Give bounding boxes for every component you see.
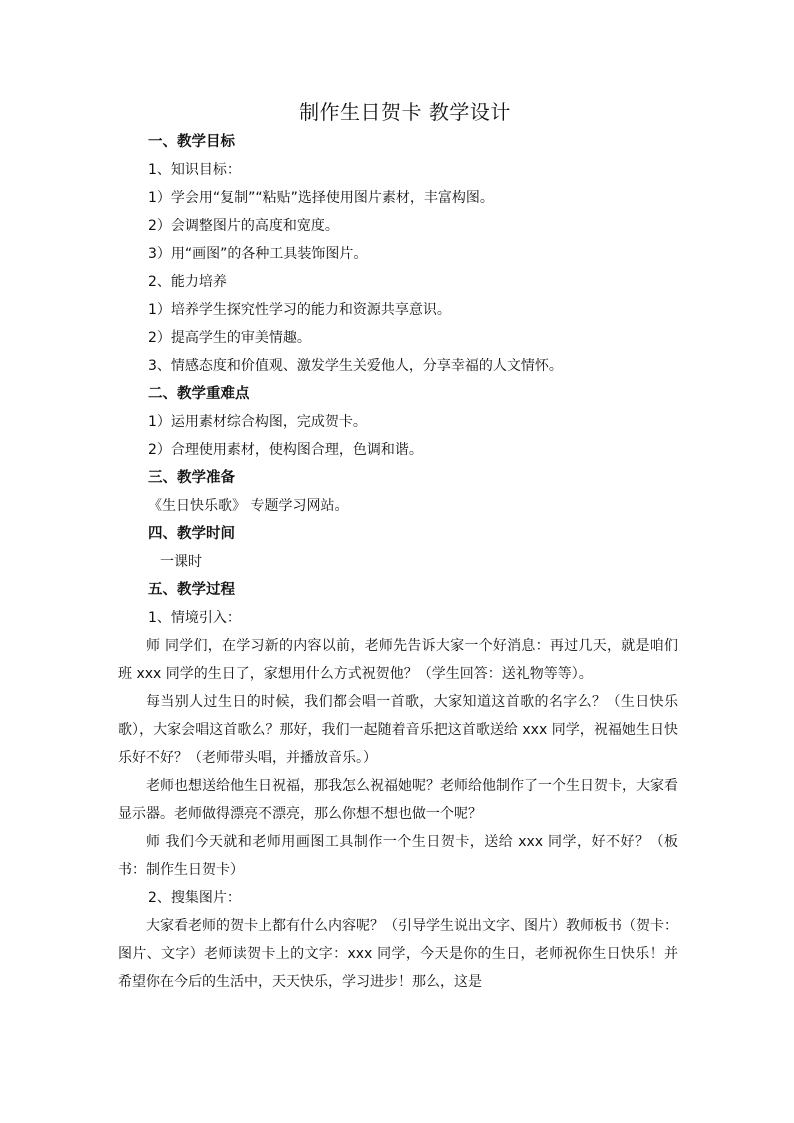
document-title: 制作生日贺卡 教学设计: [299, 100, 511, 124]
subheading-knowledge: 1、知识目标：: [148, 162, 241, 178]
section-heading-objectives: 一、教学目标: [148, 134, 235, 150]
section-heading-time: 四、教学时间: [148, 526, 235, 542]
subheading-collect: 2、搜集图片：: [148, 890, 241, 906]
subheading-ability: 2、能力培养: [148, 274, 227, 290]
list-item: 1）运用素材综合构图，完成贺卡。: [148, 414, 367, 430]
list-item: 2）会调整图片的高度和宽度。: [148, 218, 339, 234]
section-heading-preparation: 三、教学准备: [148, 470, 235, 486]
document-page: [118, 96, 678, 996]
time-text: 一课时: [160, 554, 202, 570]
subheading-values: 3、情感态度和价值观、激发学生关爱他人，分享幸福的人文情怀。: [148, 358, 563, 374]
section-heading-process: 五、教学过程: [148, 582, 235, 598]
paragraph: 大家看老师的贺卡上都有什么内容呢？（引导学生说出文字、图片）教师板书（贺卡：图片、文字）老师读贺卡上的文字：xxx 同学，今天是你的生日，老师祝你生日快乐！并希望你在今后的生活中，天天快乐，学习进步！那么，这是: [118, 918, 678, 990]
paragraph: 师 我们今天就和老师用画图工具制作一个生日贺卡，送给 xxx 同学，好不好？（板书：制作生日贺卡）: [118, 834, 678, 878]
paragraph: 老师也想送给他生日祝福，那我怎么祝福她呢？老师给他制作了一个生日贺卡，大家看显示器。老师做得漂亮不漂亮，那么你想不想也做一个呢？: [118, 778, 678, 822]
list-item: 2）提高学生的审美情趣。: [148, 330, 311, 346]
paragraph: 每当别人过生日的时候，我们都会唱一首歌，大家知道这首歌的名字么？（生日快乐歌），大家会唱这首歌么？那好，我们一起随着音乐把这首歌送给 xxx 同学，祝福她生日快乐好不好？（老师带头唱，并播放音乐。）: [118, 694, 678, 766]
list-item: 1）培养学生探究性学习的能力和资源共享意识。: [148, 302, 451, 318]
subheading-intro: 1、情境引入：: [148, 610, 241, 626]
preparation-text: 《生日快乐歌》 专题学习网站。: [148, 498, 349, 514]
paragraph: 师 同学们，在学习新的内容以前，老师先告诉大家一个好消息：再过几天，就是咱们班 xxx 同学的生日了，家想用什么方式祝贺他？（学生回答：送礼物等等）。: [118, 638, 678, 682]
list-item: 1）学会用“复制”“粘贴”选择使用图片素材，丰富构图。: [148, 190, 494, 206]
section-heading-key-points: 二、教学重难点: [148, 386, 250, 402]
list-item: 2）合理使用素材，使构图合理，色调和谐。: [148, 442, 423, 458]
list-item: 3）用“画图”的各种工具装饰图片。: [148, 246, 368, 262]
